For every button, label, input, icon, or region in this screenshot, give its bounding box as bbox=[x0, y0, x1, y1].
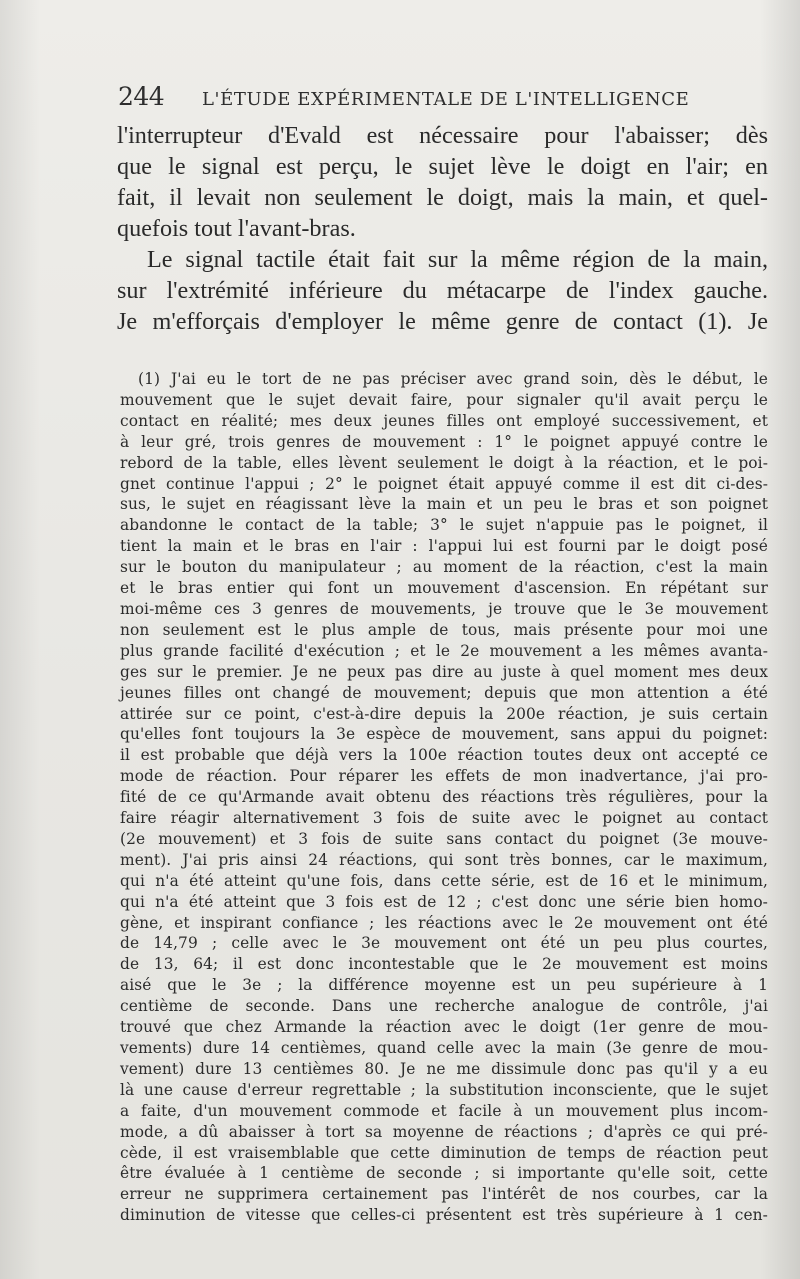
footnote-line: trouvé que chez Armande la réaction avec le doigt (1er genre de mou- bbox=[120, 1018, 768, 1037]
footnote-line: cède, il est vraisemblable que cette diminution de temps de réaction peut bbox=[120, 1143, 768, 1162]
footnote-line: ment). J'ai pris ainsi 24 réactions, qui sont très bonnes, car le maximum, bbox=[120, 850, 768, 869]
main-paragraph bbox=[117, 120, 768, 337]
footnote-line: de 14,79 ; celle avec le 3e mouvement ont été un peu plus courtes, bbox=[120, 934, 768, 953]
footnote-line: diminution de vitesse que celles-ci présentent est très supérieure à 1 cen- bbox=[120, 1206, 768, 1225]
footnote-line: mouvement que le sujet devait faire, pour signaler qu'il avait perçu le bbox=[120, 390, 768, 409]
footnote-line: vements) dure 14 centièmes, quand celle avec la main (3e genre de mou- bbox=[120, 1039, 768, 1057]
footnote-line: a faite, d'un mouvement commode et facile à un mouvement plus incom- bbox=[120, 1101, 768, 1120]
footnote-line: centième de seconde. Dans une recherche analogue de contrôle, j'ai bbox=[120, 997, 768, 1016]
footnote-line: de 13, 64; il est donc incontestable que le 2e mouvement est moins bbox=[120, 955, 768, 974]
footnote-line: qui n'a été atteint que 3 fois est de 12 ; c'est donc une série bien homo- bbox=[120, 892, 768, 911]
footnote bbox=[120, 369, 768, 1226]
running-title: L'ÉTUDE EXPÉRIMENTALE DE L'INTELLIGENCE bbox=[202, 89, 690, 110]
footnote-line: gnet continue l'appui ; 2° le poignet était appuyé comme il est dit ci-des- bbox=[120, 474, 768, 493]
footnote-line: contact en réalité; mes deux jeunes filles ont employé successivement, et bbox=[120, 411, 768, 430]
footnote-line: être évaluée à 1 centième de seconde ; si importante qu'elle soit, cette bbox=[120, 1164, 768, 1183]
footnote-line: attirée sur ce point, c'est-à-dire depuis la 200e réaction, je suis certain bbox=[120, 704, 768, 723]
body-line: l'interrupteur d'Evald est nécessaire pour l'abaisser; dès bbox=[117, 122, 768, 149]
footnote-line: moi-même ces 3 genres de mouvements, je trouve que le 3e mouvement bbox=[120, 599, 768, 618]
body-line: que le signal est perçu, le sujet lève le doigt en l'air; en bbox=[117, 153, 768, 180]
footnote-line: mode, a dû abaisser à tort sa moyenne de réactions ; d'après ce qui pré- bbox=[120, 1122, 768, 1141]
footnote-line: là une cause d'erreur regrettable ; la substitution inconsciente, que le sujet bbox=[120, 1080, 768, 1099]
footnote-line: rebord de la table, elles lèvent seulement le doigt à la réaction, et le poi- bbox=[120, 453, 768, 472]
body-line: Je m'efforçais d'employer le même genre de contact (1). Je bbox=[117, 308, 768, 335]
footnote-line: gène, et inspirant confiance ; les réactions avec le 2e mouvement ont été bbox=[120, 913, 768, 932]
footnote-line: jeunes filles ont changé de mouvement; depuis que mon attention a été bbox=[120, 683, 768, 702]
body-line: sur l'extrémité inférieure du métacarpe de l'index gauche. bbox=[117, 277, 768, 304]
footnote-line: abandonne le contact de la table; 3° le sujet n'appuie pas le poignet, il bbox=[120, 516, 768, 535]
footnote-line: à leur gré, trois genres de mouvement : 1° le poignet appuyé contre le bbox=[120, 432, 768, 451]
body-line: Le signal tactile était fait sur la même région de la main, bbox=[147, 246, 768, 273]
footnote-line: et le bras entier qui font un mouvement d'ascension. En répétant sur bbox=[120, 579, 768, 598]
body-line: quefois tout l'avant-bras. bbox=[117, 215, 356, 242]
footnote-line: faire réagir alternativement 3 fois de suite avec le poignet au contact bbox=[120, 809, 768, 828]
page-number: 244 bbox=[118, 82, 165, 111]
footnote-line: vement) dure 13 centièmes 80. Je ne me dissimule donc pas qu'il y a eu bbox=[120, 1059, 768, 1078]
footnote-line: qu'elles font toujours la 3e espèce de mouvement, sans appui du poignet: bbox=[120, 725, 768, 744]
footnote-line: plus grande facilité d'exécution ; et le 2e mouvement a les mêmes avanta- bbox=[120, 641, 768, 660]
footnote-line: aisé que le 3e ; la différence moyenne est un peu supérieure à 1 bbox=[120, 976, 768, 995]
footnote-line: fité de ce qu'Armande avait obtenu des réactions très régulières, pour la bbox=[120, 788, 768, 807]
footnote-line: tient la main et le bras en l'air : l'appui lui est fourni par le doigt posé bbox=[120, 537, 768, 556]
footnote-line: qui n'a été atteint qu'une fois, dans cette série, est de 16 et le minimum, bbox=[120, 871, 768, 890]
footnote-line: (1) J'ai eu le tort de ne pas préciser avec grand soin, dès le début, le bbox=[138, 370, 768, 388]
footnote-line: il est probable que déjà vers la 100e réaction toutes deux ont accepté ce bbox=[120, 746, 768, 765]
footnote-line: sus, le sujet en réagissant lève la main et un peu le bras et son poignet bbox=[120, 495, 768, 514]
page-header bbox=[118, 82, 700, 118]
footnote-line: (2e mouvement) et 3 fois de suite sans contact du poignet (3e mouve- bbox=[120, 829, 768, 848]
body-line: fait, il levait non seulement le doigt, mais la main, et quel- bbox=[117, 184, 768, 211]
footnote-line: erreur ne supprimera certainement pas l'intérêt de nos courbes, car la bbox=[120, 1185, 768, 1204]
footnote-line: mode de réaction. Pour réparer les effets de mon inadvertance, j'ai pro- bbox=[120, 767, 768, 786]
footnote-line: non seulement est le plus ample de tous, mais présente pour moi une bbox=[120, 620, 768, 639]
footnote-line: sur le bouton du manipulateur ; au moment de la réaction, c'est la main bbox=[120, 558, 768, 577]
footnote-line: ges sur le premier. Je ne peux pas dire au juste à quel moment mes deux bbox=[120, 662, 768, 681]
